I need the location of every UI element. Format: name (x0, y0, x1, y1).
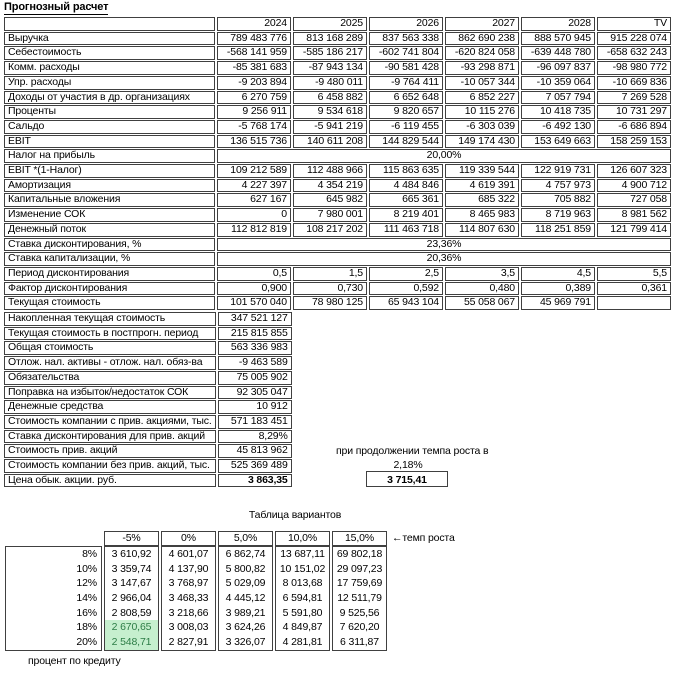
value-cell[interactable]: 10 418 735 (521, 105, 595, 119)
value-cell[interactable]: 29 097,23 (336, 562, 383, 575)
year-header-cell[interactable]: 2027 (445, 17, 519, 31)
value-cell[interactable]: -6 686 894 (597, 120, 671, 134)
value-cell[interactable]: -658 632 243 (597, 46, 671, 60)
value-cell[interactable]: 144 829 544 (369, 135, 443, 149)
value-cell[interactable]: 525 369 489 (218, 459, 292, 473)
row-label-cell[interactable]: Налог на прибыль (4, 149, 215, 163)
value-cell[interactable]: 571 183 451 (218, 415, 292, 429)
value-cell[interactable]: 6 862,74 (225, 548, 266, 560)
growth-rate-value[interactable]: 2,18% (393, 459, 423, 471)
value-cell[interactable]: -9 203 894 (217, 76, 291, 90)
row-label-cell[interactable]: Общая стоимость (4, 341, 216, 355)
value-cell[interactable]: 0,389 (521, 282, 595, 296)
table-row (4, 415, 292, 429)
value-cell[interactable]: 888 570 945 (521, 32, 595, 46)
row-label-cell[interactable]: Стоимость компании без прив. акций, тыс. (4, 459, 216, 473)
value-cell[interactable]: -9 764 411 (369, 76, 443, 90)
value-cell[interactable]: 3 218,66 (168, 606, 209, 619)
value-cell[interactable]: 915 228 074 (597, 32, 671, 46)
table-row (4, 208, 671, 222)
value-cell[interactable]: 2 827,91 (168, 636, 209, 649)
variants-data-column (218, 546, 273, 651)
value-cell[interactable]: 727 058 (597, 193, 671, 207)
table-row (4, 400, 292, 414)
row-label-cell[interactable]: Доходы от участия в др. организациях (4, 91, 215, 105)
value-cell[interactable]: 3 468,33 (168, 592, 209, 605)
value-cell[interactable]: 8,29% (218, 430, 292, 444)
table-row (4, 327, 292, 341)
table-row (4, 179, 671, 193)
row-label-cell[interactable]: Ставка дисконтирования для прив. акций (4, 430, 216, 444)
year-header-cell[interactable]: 2025 (293, 17, 367, 31)
value-cell[interactable]: -639 448 780 (521, 46, 595, 60)
value-cell[interactable]: 563 336 983 (218, 341, 292, 355)
table-row (4, 105, 671, 119)
row-label-cell[interactable]: Отлож. нал. активы - отлож. нал. обяз-ва (4, 356, 216, 370)
value-cell[interactable]: 4 619 391 (445, 179, 519, 193)
value-cell[interactable]: 4 601,07 (168, 548, 209, 560)
value-cell[interactable]: 3 147,67 (111, 577, 152, 590)
value-cell[interactable]: 7 269 528 (597, 91, 671, 105)
variants-data-column (275, 546, 330, 651)
variants-col-header-cell[interactable]: 0% (161, 531, 216, 546)
value-cell[interactable]: 4 354 219 (293, 179, 367, 193)
value-cell[interactable]: 108 217 202 (293, 223, 367, 237)
variants-row-header-cell[interactable]: 16% (76, 606, 97, 619)
variants-col-header-cell[interactable]: 15,0% (332, 531, 387, 546)
table-row (4, 164, 671, 178)
variants-data-column (332, 546, 387, 651)
value-cell[interactable]: -90 581 428 (369, 61, 443, 75)
value-cell[interactable]: 10 731 297 (597, 105, 671, 119)
row-label-cell[interactable]: Проценты (4, 105, 215, 119)
value-cell[interactable]: 4,5 (521, 267, 595, 281)
variants-row-header-cell[interactable]: 20% (76, 636, 97, 649)
variants-col-header-cell[interactable]: 5,0% (218, 531, 273, 546)
variants-data-grid (104, 546, 387, 651)
value-cell[interactable]: 6 311,87 (340, 636, 379, 649)
value-cell[interactable]: 3 989,21 (225, 606, 266, 619)
table-row (4, 282, 671, 296)
empty-cell (597, 296, 671, 310)
row-label-cell[interactable]: Капитальные вложения (4, 193, 215, 207)
value-cell[interactable]: 10 151,02 (279, 562, 326, 575)
value-cell[interactable]: 4 445,12 (225, 592, 266, 605)
highlighted-value-cell[interactable]: 2 548,71 (105, 635, 158, 650)
variants-row-header-cell[interactable]: 12% (76, 577, 97, 590)
value-cell[interactable]: 8 719 963 (521, 208, 595, 222)
row-label-cell[interactable]: Амортизация (4, 179, 215, 193)
value-cell[interactable]: 665 361 (369, 193, 443, 207)
value-cell[interactable]: 75 005 902 (218, 371, 292, 385)
value-cell[interactable]: -585 186 217 (293, 46, 367, 60)
value-cell[interactable]: -6 492 130 (521, 120, 595, 134)
value-cell[interactable]: -9 463 589 (218, 356, 292, 370)
value-cell[interactable]: 3 863,35 (218, 474, 292, 488)
value-cell[interactable]: 837 563 338 (369, 32, 443, 46)
value-cell[interactable]: 3 008,03 (168, 621, 209, 634)
row-label-cell[interactable]: Сальдо (4, 120, 215, 134)
value-cell[interactable]: 149 174 430 (445, 135, 519, 149)
value-cell[interactable]: 5 591,80 (282, 606, 323, 619)
value-cell[interactable]: -93 298 871 (445, 61, 519, 75)
value-cell[interactable]: -602 741 804 (369, 46, 443, 60)
value-cell[interactable]: 0,5 (217, 267, 291, 281)
value-cell[interactable]: 9 525,56 (339, 606, 380, 619)
row-label-cell[interactable]: EBIT *(1-Налог) (4, 164, 215, 178)
value-cell[interactable]: 3 359,74 (111, 562, 152, 575)
value-cell[interactable]: 4 484 846 (369, 179, 443, 193)
value-cell[interactable]: 119 339 544 (445, 164, 519, 178)
variants-data-column (104, 546, 159, 651)
value-cell[interactable]: 118 251 859 (521, 223, 595, 237)
table-row (4, 252, 671, 266)
value-cell[interactable]: 65 943 104 (369, 296, 443, 310)
table-row (4, 371, 292, 385)
value-cell[interactable]: 153 649 663 (521, 135, 595, 149)
value-cell[interactable]: 6 270 759 (217, 91, 291, 105)
value-cell[interactable]: 347 521 127 (218, 312, 292, 326)
table-row (4, 193, 671, 207)
value-cell[interactable]: -5 768 174 (217, 120, 291, 134)
value-cell[interactable]: 115 863 635 (369, 164, 443, 178)
value-cell[interactable]: 112 812 819 (217, 223, 291, 237)
variants-col-header-cell[interactable]: -5% (104, 531, 159, 546)
table-row (4, 32, 671, 46)
table-row (4, 430, 292, 444)
value-cell[interactable]: 0,730 (293, 282, 367, 296)
row-label-cell[interactable]: Стоимость прив. акций (4, 444, 216, 458)
page-title: Прогнозный расчет (4, 1, 109, 13)
value-cell[interactable]: 9 534 618 (293, 105, 367, 119)
value-cell[interactable]: 862 690 238 (445, 32, 519, 46)
value-cell[interactable]: 0,361 (597, 282, 671, 296)
row-label-cell[interactable]: Комм. расходы (4, 61, 215, 75)
table-row (4, 459, 292, 473)
row-label-cell[interactable]: Обязательства (4, 371, 216, 385)
value-cell[interactable]: 813 168 289 (293, 32, 367, 46)
value-cell[interactable]: 8 465 983 (445, 208, 519, 222)
value-cell[interactable]: 7 057 794 (521, 91, 595, 105)
value-cell[interactable]: 126 607 323 (597, 164, 671, 178)
variants-table-title: Таблица вариантов (248, 509, 342, 521)
row-label-cell[interactable]: Период дисконтирования (4, 267, 215, 281)
value-cell[interactable]: 1,5 (293, 267, 367, 281)
value-cell[interactable]: -10 669 836 (597, 76, 671, 90)
value-cell[interactable]: 6 652 648 (369, 91, 443, 105)
value-cell[interactable]: 69 802,18 (336, 548, 383, 560)
merged-value-cell[interactable]: 20,00% (217, 149, 671, 163)
growth-note-text: при продолжении темпа роста в (336, 445, 489, 457)
value-cell[interactable]: 0 (217, 208, 291, 222)
year-header-cell[interactable]: 2028 (521, 17, 595, 31)
value-cell[interactable]: 45 969 791 (521, 296, 595, 310)
table-row (4, 474, 292, 488)
value-cell[interactable]: 0,480 (445, 282, 519, 296)
value-cell[interactable]: -85 381 683 (217, 61, 291, 75)
table-row (4, 223, 671, 237)
value-cell[interactable]: 7 620,20 (339, 621, 380, 634)
value-cell[interactable]: 627 167 (217, 193, 291, 207)
row-label-cell[interactable]: Денежный поток (4, 223, 215, 237)
value-cell[interactable]: 6 458 882 (293, 91, 367, 105)
table-row (4, 341, 292, 355)
value-cell[interactable]: -87 943 134 (293, 61, 367, 75)
table-row (4, 120, 671, 134)
value-cell[interactable]: 2,5 (369, 267, 443, 281)
value-cell[interactable]: 12 511,79 (337, 592, 382, 605)
variants-row-header-cell[interactable]: 18% (76, 621, 97, 634)
highlighted-value-cell[interactable]: 2 670,65 (105, 620, 158, 635)
value-cell[interactable]: 109 212 589 (217, 164, 291, 178)
value-cell[interactable]: 0,900 (217, 282, 291, 296)
value-cell[interactable]: 10 115 276 (445, 105, 519, 119)
value-cell[interactable]: -6 303 039 (445, 120, 519, 134)
value-cell[interactable]: -5 941 219 (293, 120, 367, 134)
row-label-cell[interactable]: Стоимость компании с прив. акциями, тыс. (4, 415, 216, 429)
value-cell[interactable]: 4 900 712 (597, 179, 671, 193)
value-cell[interactable]: 4 281,81 (282, 636, 323, 649)
table-row (4, 356, 292, 370)
row-label-cell[interactable]: Накопленная текущая стоимость (4, 312, 216, 326)
variants-row-header-cell[interactable]: 10% (76, 562, 97, 575)
value-cell[interactable]: 5 800,82 (225, 562, 266, 575)
value-cell[interactable]: -620 824 058 (445, 46, 519, 60)
value-cell[interactable]: 3 624,26 (225, 621, 266, 634)
value-cell[interactable]: 5 029,09 (225, 577, 266, 590)
row-label-cell[interactable]: EBIT (4, 135, 215, 149)
valuation-summary-table (2, 311, 294, 488)
merged-value-cell[interactable]: 20,36% (217, 252, 671, 266)
value-cell[interactable]: 645 982 (293, 193, 367, 207)
value-cell[interactable]: -98 980 772 (597, 61, 671, 75)
table-row (4, 91, 671, 105)
value-cell[interactable]: 55 058 067 (445, 296, 519, 310)
value-cell[interactable]: 140 611 208 (293, 135, 367, 149)
table-row (4, 444, 292, 458)
row-label-cell[interactable]: Денежные средства (4, 400, 216, 414)
value-cell[interactable]: 9 256 911 (217, 105, 291, 119)
table-row (4, 267, 671, 281)
value-cell[interactable]: 121 799 414 (597, 223, 671, 237)
table-row (4, 76, 671, 90)
value-cell[interactable]: 112 488 966 (293, 164, 367, 178)
value-cell[interactable]: -568 141 959 (217, 46, 291, 60)
row-label-cell[interactable]: Упр. расходы (4, 76, 215, 90)
value-cell[interactable]: 92 305 047 (218, 386, 292, 400)
table-header-row (4, 17, 671, 31)
value-cell[interactable]: -6 119 455 (369, 120, 443, 134)
variants-row-header-cell[interactable]: 14% (76, 592, 97, 605)
variants-col-header-cell[interactable]: 10,0% (275, 531, 330, 546)
value-cell[interactable]: 8 013,68 (282, 577, 323, 590)
value-cell[interactable]: 4 227 397 (217, 179, 291, 193)
value-cell[interactable]: -9 480 011 (293, 76, 367, 90)
value-cell[interactable]: 111 463 718 (369, 223, 443, 237)
merged-value-cell[interactable]: 23,36% (217, 238, 671, 252)
row-label-cell[interactable]: Цена обык. акции. руб. (4, 474, 216, 488)
value-cell[interactable]: 4 137,90 (168, 562, 209, 575)
table-row (4, 149, 671, 163)
value-cell[interactable]: 3 768,97 (168, 577, 209, 590)
value-cell[interactable]: 4 757 973 (521, 179, 595, 193)
credit-rate-axis-label: процент по кредиту (28, 655, 121, 667)
growth-axis-label: ←темп роста (392, 532, 455, 544)
alt-share-price-cell[interactable]: 3 715,41 (366, 471, 448, 487)
row-label-cell[interactable]: Ставка капитализации, % (4, 252, 215, 266)
variants-col-headers (104, 531, 387, 546)
row-label-cell[interactable]: Выручка (4, 32, 215, 46)
table-row (4, 61, 671, 75)
forecast-table (2, 16, 673, 311)
row-label-cell[interactable]: Фактор дисконтирования (4, 282, 215, 296)
value-cell[interactable]: 0,592 (369, 282, 443, 296)
value-cell[interactable]: 78 980 125 (293, 296, 367, 310)
row-label-cell[interactable]: Ставка дисконтирования, % (4, 238, 215, 252)
value-cell[interactable]: 9 820 657 (369, 105, 443, 119)
value-cell[interactable]: 3 610,92 (111, 548, 152, 560)
value-cell[interactable]: 45 813 962 (218, 444, 292, 458)
year-header-cell[interactable]: 2026 (369, 17, 443, 31)
row-label-cell[interactable]: Изменение СОК (4, 208, 215, 222)
value-cell[interactable]: 136 515 736 (217, 135, 291, 149)
variants-row-header-cell[interactable]: 8% (82, 548, 97, 560)
value-cell[interactable]: 7 980 001 (293, 208, 367, 222)
row-label-cell[interactable]: Текущая стоимость в постпрогн. период (4, 327, 216, 341)
table-row (4, 135, 671, 149)
value-cell[interactable]: 114 807 630 (445, 223, 519, 237)
value-cell[interactable]: 8 219 401 (369, 208, 443, 222)
value-cell[interactable]: -96 097 837 (521, 61, 595, 75)
value-cell[interactable]: 13 687,11 (280, 548, 325, 560)
year-header-cell[interactable]: 2024 (217, 17, 291, 31)
value-cell[interactable]: 6 594,81 (282, 592, 323, 605)
value-cell[interactable]: 17 759,69 (336, 577, 383, 590)
value-cell[interactable]: 2 966,04 (111, 592, 152, 605)
value-cell[interactable]: 3,5 (445, 267, 519, 281)
variants-data-column (161, 546, 216, 651)
value-cell[interactable]: 6 852 227 (445, 91, 519, 105)
value-cell[interactable]: 3 326,07 (225, 636, 266, 649)
value-cell[interactable]: 10 912 (218, 400, 292, 414)
row-label-cell[interactable]: Себестоимость (4, 46, 215, 60)
value-cell[interactable]: -10 359 064 (521, 76, 595, 90)
value-cell[interactable]: 789 483 776 (217, 32, 291, 46)
value-cell[interactable]: 4 849,87 (282, 621, 323, 634)
row-label-cell[interactable]: Поправка на избыток/недостаток СОК (4, 386, 216, 400)
table-row (4, 386, 292, 400)
value-cell[interactable]: 2 808,59 (111, 606, 152, 619)
value-cell[interactable]: 122 919 731 (521, 164, 595, 178)
value-cell[interactable]: -10 057 344 (445, 76, 519, 90)
value-cell[interactable]: 8 981 562 (597, 208, 671, 222)
value-cell[interactable]: 101 570 040 (217, 296, 291, 310)
value-cell[interactable]: 215 815 855 (218, 327, 292, 341)
value-cell[interactable]: 705 882 (521, 193, 595, 207)
table-row (4, 312, 292, 326)
year-header-cell[interactable]: TV (597, 17, 671, 31)
value-cell[interactable]: 5,5 (597, 267, 671, 281)
corner-cell[interactable] (4, 17, 215, 31)
table-row (4, 46, 671, 60)
value-cell[interactable]: 685 322 (445, 193, 519, 207)
value-cell[interactable]: 158 259 153 (597, 135, 671, 149)
variants-row-headers (5, 546, 102, 651)
row-label-cell[interactable]: Текущая стоимость (4, 296, 215, 310)
table-row (4, 296, 671, 310)
table-row (4, 238, 671, 252)
